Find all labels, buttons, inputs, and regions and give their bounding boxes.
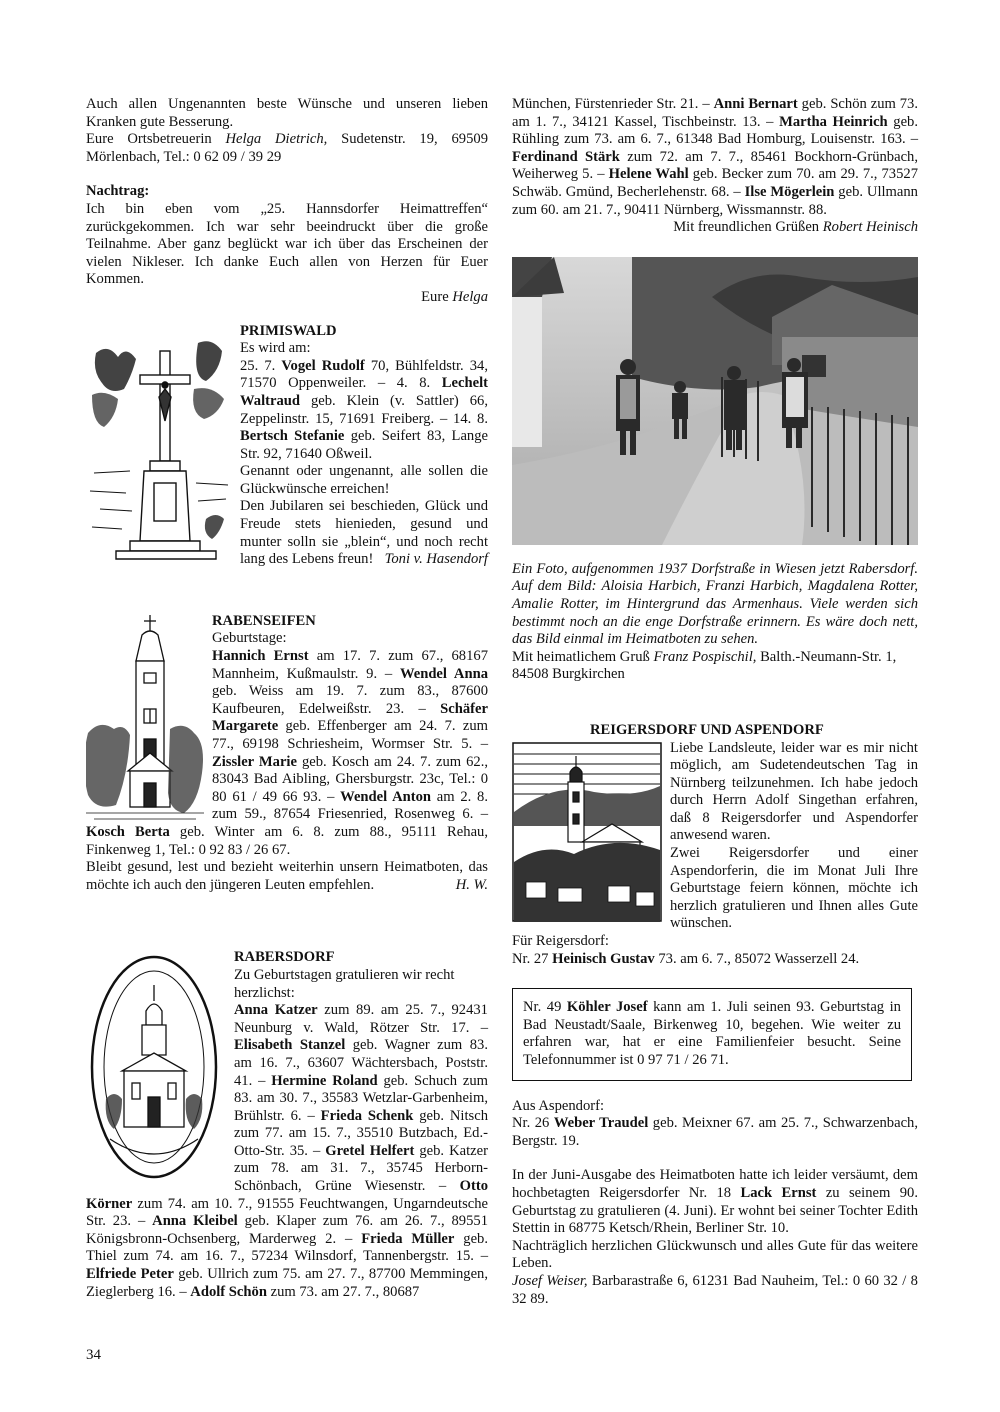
rabersdorf-signature: Mit freundlichen Grüßen Robert Heinisch xyxy=(673,219,918,236)
lack-ernst-note: In der Juni-Ausgabe des Heimatboten hatte ich leider versäumt, dem hochbetagten Reigersdorfer Nr. 18 Lack Ernst zu seinem 90. Geburtstag zu gratulieren (4. Juni). Er wohnt bei seiner Tochter Edith Stettin in 68775 Ketsch/Rhein, Berliner Str. 10. xyxy=(512,1167,918,1237)
reigersdorf-heading: REIGERSDORF UND ASPENDORF xyxy=(590,721,824,738)
aspendorf-subheading: Aus Aspendorf: xyxy=(512,1097,605,1114)
koehler-notice-box xyxy=(512,988,912,1080)
village-street-photo xyxy=(512,257,918,545)
chapel-medallion-illustration xyxy=(86,949,226,1181)
aspendorf-birthday: Nr. 26 Weber Traudel geb. Meixner 67. am 25. 7., Schwarzenbach, Bergstr. 19. xyxy=(512,1115,918,1149)
reigersdorf-birthday-1: Nr. 27 Heinisch Gustav 73. am 6. 7., 85072 Wasserzell 24. xyxy=(512,950,860,967)
rabersdorf-continuation: München, Fürstenrieder Str. 21. – Anni Bernart geb. Schön zum 73. am 1. 7., 34121 Kassel, Tischbeinstr. 13. – Martha Heinrich geb. Rühling zum 73. am 6. 7., 61348 Bad Homburg, Louisenstr. 163. – Ferdinand Stärk zum 72. am 7. 7., 85461 Bockhorn-Grünbach, Weiherweg 5. – Helene Wahl geb. Becker zum 70. am 29. 7., 73527 Schwäb. Gmünd, Becherlehenstr. 68. – Ilse Mögerlein geb. Ullmann zum 60. am 21. 7., 90411 Nürnberg, Wissmannstr. 88. Mit freundlichen Grüßen Robert Heinisch xyxy=(512,96,919,236)
primiswald-signature: Toni v. Hasendorf xyxy=(384,551,488,568)
koehler-notice: Nr. 49 Köhler Josef kann am 1. Juli seinen 93. Geburtstag in Bad Neustadt/Saale, Birkenweg 10, begehen. Wie weiter zu erfahren war, hat er eine Familienfeier besucht. Seine Telefonnummer ist 0 97 71 / 26 71. xyxy=(523,999,901,1068)
rabersdorf-birthdays: Anna Katzer zum 89. am 25. 7., 92431 Neunburg v. Wald, Rötzer Str. 17. – Elisabeth Stanzel geb. Wagner zum 83. am 16. 7., 63607 Wächtersbach, Poststr. 41. – Hermine Roland geb. Schuch zum 83. am 30. 7., 35583 Wetzlar-Garbenheim, Brühlstr. 6. – Frieda Schenk geb. Nitsch zum 77. am 15. 7., 35510 Butzbach, Ed.-Otto-Str. 35. – Gretel Helfert geb. Katzer zum 78. am 31. 7., 35745 Herborn-Schönbach, Grüne Wiesenstr. – Otto Körner zum 74. am 10. 7., 91555 Feuchtwangen, Ungarndeutsche Str. 23. – Anna Kleibel geb. Klaper zum 76. am 26. 7., 89551 Königsbronn-Ochsenberg, Marderweg 2. – Frieda Müller geb. Thiel zum 74. am 16. 7., 57234 Wilnsdorf, Tannenbergstr. 15. – Elfriede Peter geb. Ullrich zum 75. am 27. 7., 87700 Memmingen, Zieglerberg 16. – Adolf Schön zum 73. am 27. 7., 80687 xyxy=(86,1002,489,1300)
rabersdorf-intro: Zu Geburtstagen gratulieren wir recht herzlichst: xyxy=(234,966,455,1001)
village-church-illustration xyxy=(512,742,662,922)
primiswald-wishes: Genannt oder ungenannt, alle sollen die Glückwünsche erreichen! xyxy=(240,463,488,497)
intro-contact: Eure Ortsbetreuerin Helga Dietrich, Sudetenstr. 19, 69509 Mörlenbach, Tel.: 0 62 09 / 39 29 xyxy=(86,131,488,165)
wayside-cross-illustration xyxy=(86,323,232,561)
left-column xyxy=(86,96,488,1301)
reigersdorf-subheading: Für Reigersdorf: xyxy=(512,933,609,950)
page-number: 34 xyxy=(86,1347,101,1363)
church-tower-illustration xyxy=(86,613,204,823)
photo-caption: Ein Foto, aufgenommen 1937 Dorfstraße in Wiesen jetzt Rabersdorf. Auf dem Bild: Aloisia Harbich, Franzi Harbich, Magdalena Rotter, Amalie Rotter, im Hintergrund das Armenhaus. Viele werden sich bestimmt noch an die enge Dorfstraße erinnern. Es wäre doch nett, das Bild einmal im Heimatboten zu sehen. xyxy=(512,560,918,648)
nachtrag-heading: Nachtrag: xyxy=(86,183,150,200)
rabenseifen-birthdays: Hannich Ernst am 17. 7. zum 67., 68167 Mannheim, Kußmaulstr. 9. – Wendel Anna geb. Weiss am 19. 7. zum 83., 87600 Kaufbeuren, Edelweißstr. 23. – Schäfer Margarete geb. Effenberger am 24. 7. zum 77., 69198 Schriesheim, Wormser Str. 5. – Zissler Marie geb. Kosch am 24. 7. zum 62., 83043 Bad Aibling, Ghersburgstr. 23c, Tel.: 0 80 61 / 49 66 93. – Wendel Anton am 2. 8. zum 59., 87654 Friesenried, Rosenweg 6. – Kosch Berta geb. Winter am 6. 8. zum 88., 95111 Rehau, Finkenweg 1, Tel.: 0 92 83 / 26 67. xyxy=(86,648,489,858)
reigersdorf-wishes: Zwei Reigersdorfer und einer Aspendorferin, die im Monat Juli Ihre Geburtstage feiern können, möchte ich herzlich gratulieren und Ihnen alles Gute wünschen. xyxy=(670,845,918,932)
primiswald-poem: Den Jubilaren sei beschieden, Glück und Freude stets hienieden, gesund und munter solln sie „blein“, und noch recht lang des Lebens freun! Toni v. Hasendorf xyxy=(240,498,488,568)
rabenseifen-signature: H. W. xyxy=(455,876,488,893)
nachtrag-signature: Eure Helga xyxy=(421,288,488,305)
rabenseifen-closing: Bleibt gesund, lest und bezieht weiterhin unsern Heimatboten, das möchte ich auch den jüngeren Leuten empfehlen. H. W. xyxy=(86,859,488,893)
rabenseifen-heading: RABENSEIFEN xyxy=(212,612,316,629)
reigersdorf-signature: Josef Weiser, Barbarastraße 6, 61231 Bad Nauheim, Tel.: 0 60 32 / 8 32 89. xyxy=(512,1272,918,1307)
photo-sender: Mit heimatlichem Gruß Franz Pospischil, Balth.-Neumann-Str. 1, 84508 Burgkirchen xyxy=(512,648,897,683)
right-column xyxy=(512,96,918,1308)
rabenseifen-intro: Geburtstage: xyxy=(212,630,287,647)
nachtrag-text: Ich bin eben vom „25. Hannsdorfer Heimattreffen“ zurückgekommen. Ich war sehr beeindruckt über die große Teilnahme. Aber ganz beglückt war ich über das Erscheinen der vielen Nikleser. Ich danke Euch allen von Herzen für Euer Kommen. xyxy=(86,200,488,288)
primiswald-birthdays: 25. 7. Vogel Rudolf 70, Bühlfeldstr. 34, 71570 Oppenweiler. – 4. 8. Lechelt Waltraud geb. Klein (v. Sattler) 66, Zeppelinstr. 15, 71691 Freiberg. – 14. 8. Bertsch Stefanie geb. Seifert 83, Lange Str. 92, 71640 Oßweil. xyxy=(240,357,489,462)
primiswald-heading: PRIMISWALD xyxy=(240,322,337,339)
belated-wishes: Nachträglich herzlichen Glückwunsch und alles Gute für das weitere Leben. xyxy=(512,1237,918,1272)
intro-greeting: Auch allen Ungenannten beste Wünsche und unseren lieben Kranken gute Besserung. xyxy=(86,96,488,130)
rabersdorf-heading: RABERSDORF xyxy=(234,949,335,966)
primiswald-intro: Es wird am: xyxy=(240,340,311,357)
reigersdorf-letter: Liebe Landsleute, leider war es mir nicht möglich, am Sudetendeutschen Tag in Nürnberg teilzunehmen. Ich habe jedoch durch Herrn Adolf Singethan erfahren, daß 8 Reigersdorfer und Aspendorfer anwesend waren. xyxy=(670,739,918,844)
